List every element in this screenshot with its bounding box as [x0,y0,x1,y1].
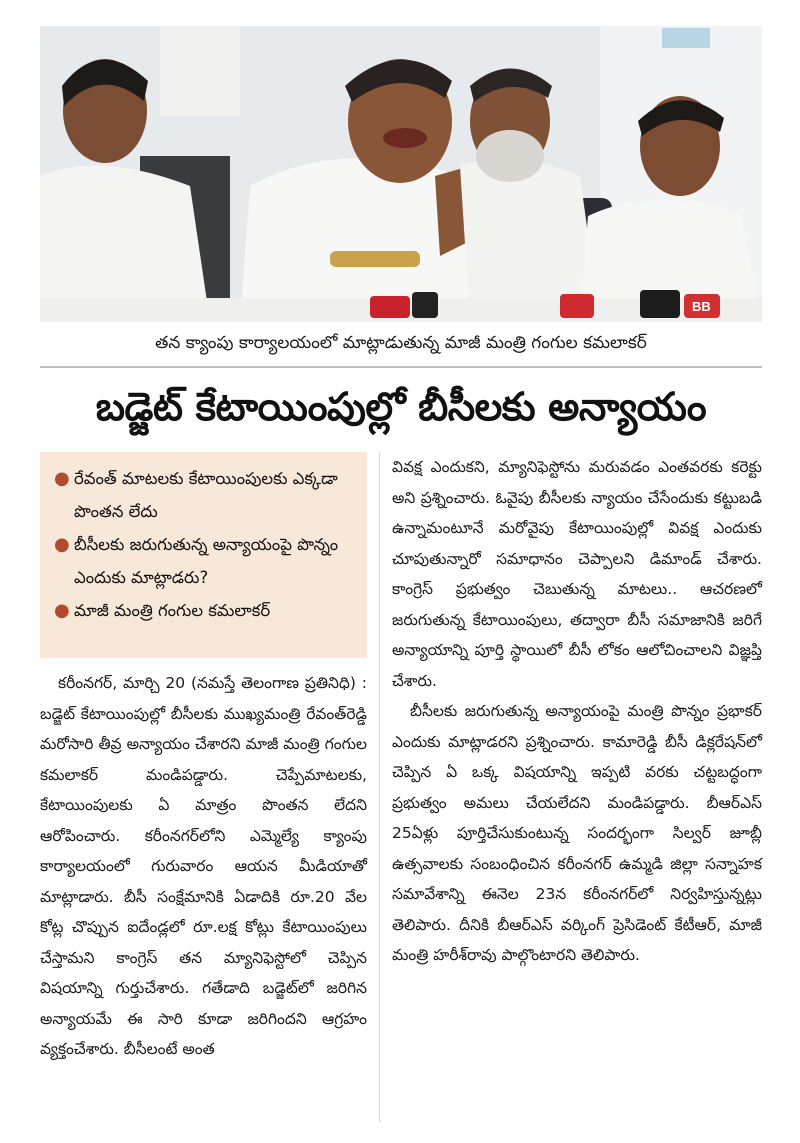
article-body-left [40,668,367,1065]
highlight-text: మాజీ మంత్రి గంగుల కమలాకర్ [74,601,271,620]
highlight-item [54,594,357,627]
press-conference-photo-icon [40,26,762,322]
column-separator [379,452,380,1122]
highlight-item [54,462,357,528]
highlight-item [54,528,357,594]
paragraph-text: బీసీలకు జరుగుతున్న అన్యాయంపై మంత్రి పొన్నం ప్రభాకర్ ఎందుకు మాట్లాడరని ప్రశ్నించారు. కామారెడ్డి బీసీ డిక్లరేషన్‌లో చెప్పిన ఏ ఒక్క విషయాన్ని ఇప్పటి వరకు చట్టబద్ధంగా ప్రభుత్వం అమలు చేయలేదని మండిపడ్డారు. బీఆర్ఎస్ 25ఏళ్లు పూర్తిచేసుకుంటున్న సందర్భంగా సిల్వర్ జూబ్లీ ఉత్సవాలకు సంబంధించిన కరీంనగర్ ఉమ్మడి జిల్లా సన్నాహక సమావేశాన్ని ఈనెల 23న కరీంనగర్‌లో నిర్వహిస్తున్నట్లు తెలిపారు. దీనికి బీఆర్ఎస్ వర్కింగ్ ప్రెసిడెంట్ కేటీఆర్, మాజీ మంత్రి హరీశ్‌రావు పాల్గొంటారని తెలిపారు. [392,702,762,964]
paragraph [40,668,367,1065]
article-body-right [392,452,762,971]
mic-label: BB [692,299,711,314]
photo-caption: తన క్యాంపు కార్యాలయంలో మాట్లాడుతున్న మాజీ మంత్రి గంగుల కమలాకర్ [155,333,647,353]
bullet-icon: ● [54,468,70,489]
bullet-icon: ● [54,600,70,621]
bullet-icon: ● [54,534,70,555]
highlight-text: రేవంత్ మాటలకు కేటాయింపులకు ఎక్కడా పొంతన లేదు [74,469,338,521]
press-conference-photo [40,26,762,322]
headline: బడ్జెట్ కేటాయింపుల్లో బీసీలకు అన్యాయం [95,385,707,430]
paragraph-text: కరీంనగర్, మార్చి 20 (నమస్తే తెలంగాణ ప్రతినిధి) : బడ్జెట్ కేటాయింపుల్లో బీసీలకు ముఖ్యమంత్రి రేవంత్‌రెడ్డి మరోసారి తీవ్ర అన్యాయం చేశారని మాజీ మంత్రి గంగుల కమలాకర్ మండిపడ్డారు. చెప్పేమాటలకు, కేటాయింపులకు ఏ మాత్రం పొంతన లేదని ఆరోపించారు. కరీంనగర్‌లోని ఎమ్మెల్యే క్యాంపు కార్యాలయంలో గురువారం ఆయన మీడియాతో మాట్లాడారు. బీసీ సంక్షేమానికి ఏడాదికి రూ.20 వేల కోట్ల చొప్పున ఐదేండ్లలో రూ.లక్ష కోట్లు కేటాయింపులు చేస్తామని కాంగ్రెస్ తన మ్యానిఫెస్టోలో చెప్పిన విషయాన్ని గుర్తుచేశారు. గతేడాది బడ్జెట్‌లో జరిగిన అన్యాయమే ఈ సారి కూడా జరిగిందని ఆగ్రహం వ్యక్తంచేశారు. బీసీలంటే అంత [40,674,367,1058]
paragraph [392,696,762,971]
divider [40,366,762,368]
highlights-box [40,452,367,658]
highlight-text: బీసీలకు జరుగుతున్న అన్యాయంపై పొన్నం ఎందుకు మాట్లాడరు? [74,535,339,587]
paragraph: వివక్ష ఎందుకని, మ్యానిఫెస్టోను మరువడం ఎంతవరకు కరెక్టు అని ప్రశ్నించారు. ఓవైపు బీసీలకు న్యాయం చేసేందుకు కట్టుబడి ఉన్నామంటూనే మరోవైపు కేటాయింపుల్లో వివక్ష ఎందుకు చూపుతున్నారో సమాధానం చెప్పాలని డిమాండ్ చేశారు. కాంగ్రెస్ ప్రభుత్వం చెబుతున్న మాటలు.. ఆచరణలో జరుగుతున్న కేటాయింపులు, తద్వారా బీసీ సమాజానికి జరిగే అన్యాయాన్ని పూర్తి స్థాయిలో బీసీ లోకం ఆలోచించాలని విజ్ఞప్తి చేశారు. [392,458,762,690]
